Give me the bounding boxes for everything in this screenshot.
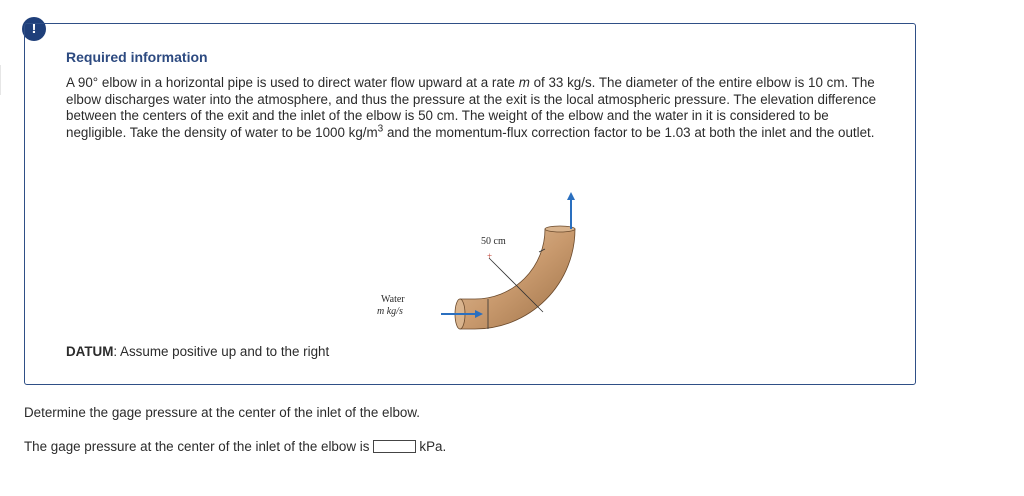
datum-text: : Assume positive up and to the right	[113, 344, 330, 359]
answer-row	[24, 439, 446, 454]
mass-flow-symbol: m	[518, 75, 530, 90]
required-information-card	[24, 23, 916, 385]
page-edge-divider	[0, 65, 1, 95]
gage-pressure-input[interactable]	[373, 440, 416, 453]
alert-icon: !	[22, 17, 46, 41]
label-50cm: 50 cm	[481, 236, 506, 247]
problem-text-part2: of 33 kg/s. The diameter of the entire elbow is 10 cm. The elbow discharges water into the atmosphere, and thus the pressure at the exit is the local atmospheric pressure. The elevation difference between the centers of the exit and the inlet of the elbow is 50 cm. The weight of the elbow and the water in it is considered to be negligible. Take the density of water to be 1000 kg/m	[66, 75, 877, 140]
exponent: 3	[377, 123, 384, 135]
card-title: Required information	[66, 49, 208, 65]
datum-label: DATUM	[66, 344, 114, 359]
label-water: Water	[381, 294, 405, 305]
question-text: Determine the gage pressure at the center of the inlet of the elbow.	[24, 405, 421, 420]
problem-statement	[66, 75, 881, 141]
svg-text:+: +	[487, 251, 493, 261]
problem-text-part1: A 90° elbow in a horizontal pipe is used to direct water flow upward at a rate	[66, 75, 519, 90]
answer-prefix: The gage pressure at the center of the inlet of the elbow is	[24, 439, 370, 454]
problem-text-part3: and the momentum-flux correction factor to be 1.03 at both the inlet and the outlet.	[383, 124, 875, 140]
label-mass-rate: m kg/s	[377, 306, 403, 317]
answer-unit: kPa.	[419, 439, 447, 454]
datum-note	[66, 344, 329, 359]
